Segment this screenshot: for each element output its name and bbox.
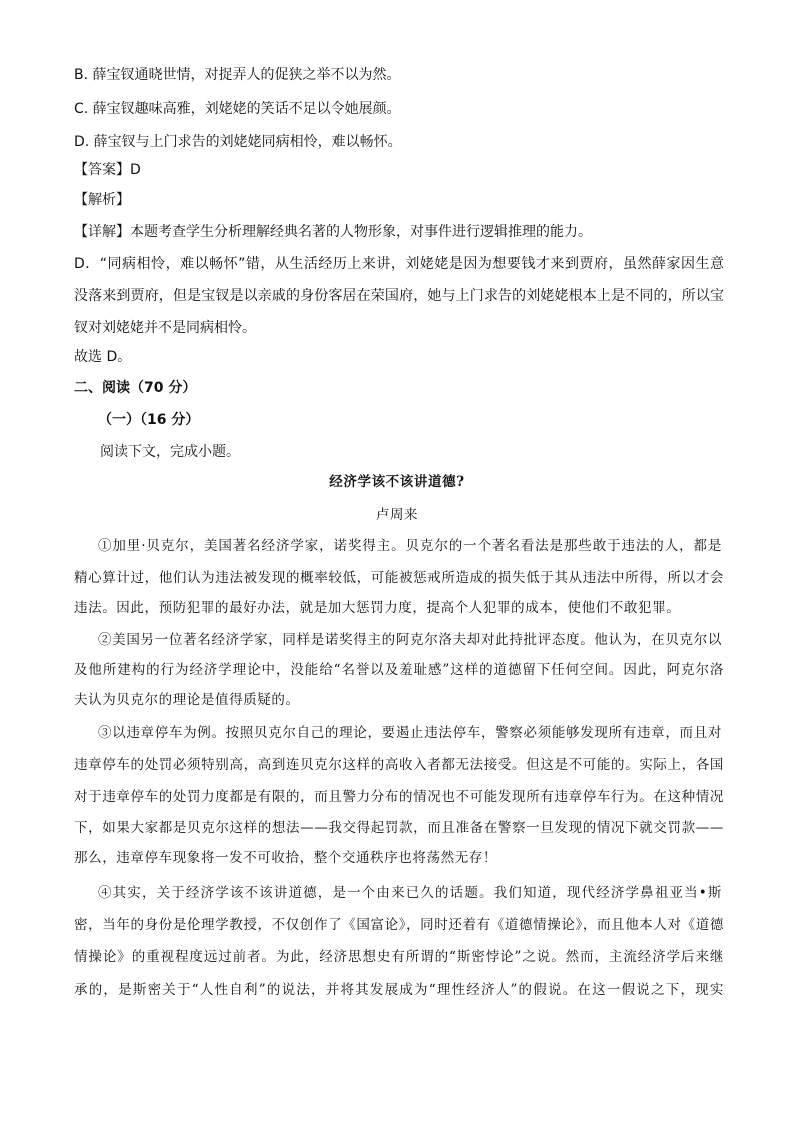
article-line: 违法。因此，预防犯罪的最好办法，就是加大惩罚力度，提高个人犯罪的成本，使他们不敢犯罪。 [74,600,681,616]
option-d: D. 薛宝钗与上门求告的刘姥姥同病相怜，难以畅怀。 [74,134,402,150]
article-title: 经济学该不该讲道德? [329,474,465,490]
article-line: 情操论》的重视程度远过前者。为此，经济思想史有所谓的“斯密悖论”之说。然而，主流经济学后来继 [74,949,724,965]
article-line: 下，如果大家都是贝克尔这样的想法——我交得起罚款，而且准备在警察一旦发现的情况下就交罚款—— [74,820,724,836]
sub-heading: （一）（16 分） [98,412,200,428]
article-line: 那么，违章停车现象将一发不可收拾，整个交通秩序也将荡然无存！ [74,850,497,866]
detail-line: 没落来到贾府，但是宝钗是以亲戚的身份客居在荣国府，她与上门求告的刘姥姥根本上是不同的，所以宝 [74,288,724,304]
article-line: 精心算计过，他们认为违法被发现的概率较低，可能被惩戒所造成的损失低于其从违法中所得，所以才会 [74,570,724,586]
article-line: ①加里·贝克尔，美国著名经济学家，诺奖得主。贝克尔的一个著名看法是那些敢于违法的人，都是 [98,538,722,554]
article-line: 承的，是斯密关于“人性自利”的说法，并将其发展成为“理性经济人”的假说。在这一假说之下，现实 [74,982,724,998]
article-line: 对于违章停车的处罚力度都是有限的，而且警力分布的情况也不可能发现所有违章停车行为。在这种情况 [74,789,724,805]
section-heading: 二、阅读（70 分） [74,380,197,396]
article-line: 密，当年的身份是伦理学教授，不仅创作了《国富论》，同时还着有《道德情操论》，而且他本人对《道德 [74,917,724,933]
answer-line: 【答案】D [74,162,141,178]
option-c: C. 薛宝钗趣味高雅，刘姥姥的笑话不足以令她展颜。 [74,101,401,117]
analysis-label: 【解析】 [74,192,130,208]
detail-line: 钗对刘姥姥并不是同病相怜。 [74,320,256,336]
detail-line: 【详解】本题考查学生分析理解经典名著的人物形象，对事件进行逻辑推理的能力。 [74,224,592,240]
article-author: 卢周来 [375,507,419,523]
article-line: ②美国另一位著名经济学家，同样是诺奖得主的阿克尔洛夫却对此持批评态度。他认为，在贝克尔以 [98,632,722,648]
article-line: ④其实，关于经济学该不该讲道德，是一个由来已久的话题。我们知道，现代经济学鼻祖亚当•斯 [98,885,722,901]
article-line: 及他所建构的行为经济学理论中，没能给“名誉以及羞耻感”这样的道德留下任何空间。因此，阿克尔洛 [74,662,724,678]
article-line: 违章停车的处罚必须特别高，高到连贝克尔这样的高收入者都无法接受。但这是不可能的。实际上，各国 [74,757,724,773]
article-line: 夫认为贝克尔的理论是值得质疑的。 [74,692,300,708]
conclusion-line: 故选 D。 [74,349,132,365]
reading-instruction: 阅读下文，完成小题。 [100,444,240,460]
option-b: B. 薛宝钗通晓世情，对捉弄人的促狭之举不以为然。 [74,67,401,83]
detail-line: D．“同病相怜，难以畅怀”错，从生活经历上来讲，刘姥姥是因为想要钱才来到贾府，虽然薛家因生意 [74,256,724,272]
article-line: ③以违章停车为例。按照贝克尔自己的理论，要遏止违法停车，警察必须能够发现所有违章，而且对 [98,725,722,741]
